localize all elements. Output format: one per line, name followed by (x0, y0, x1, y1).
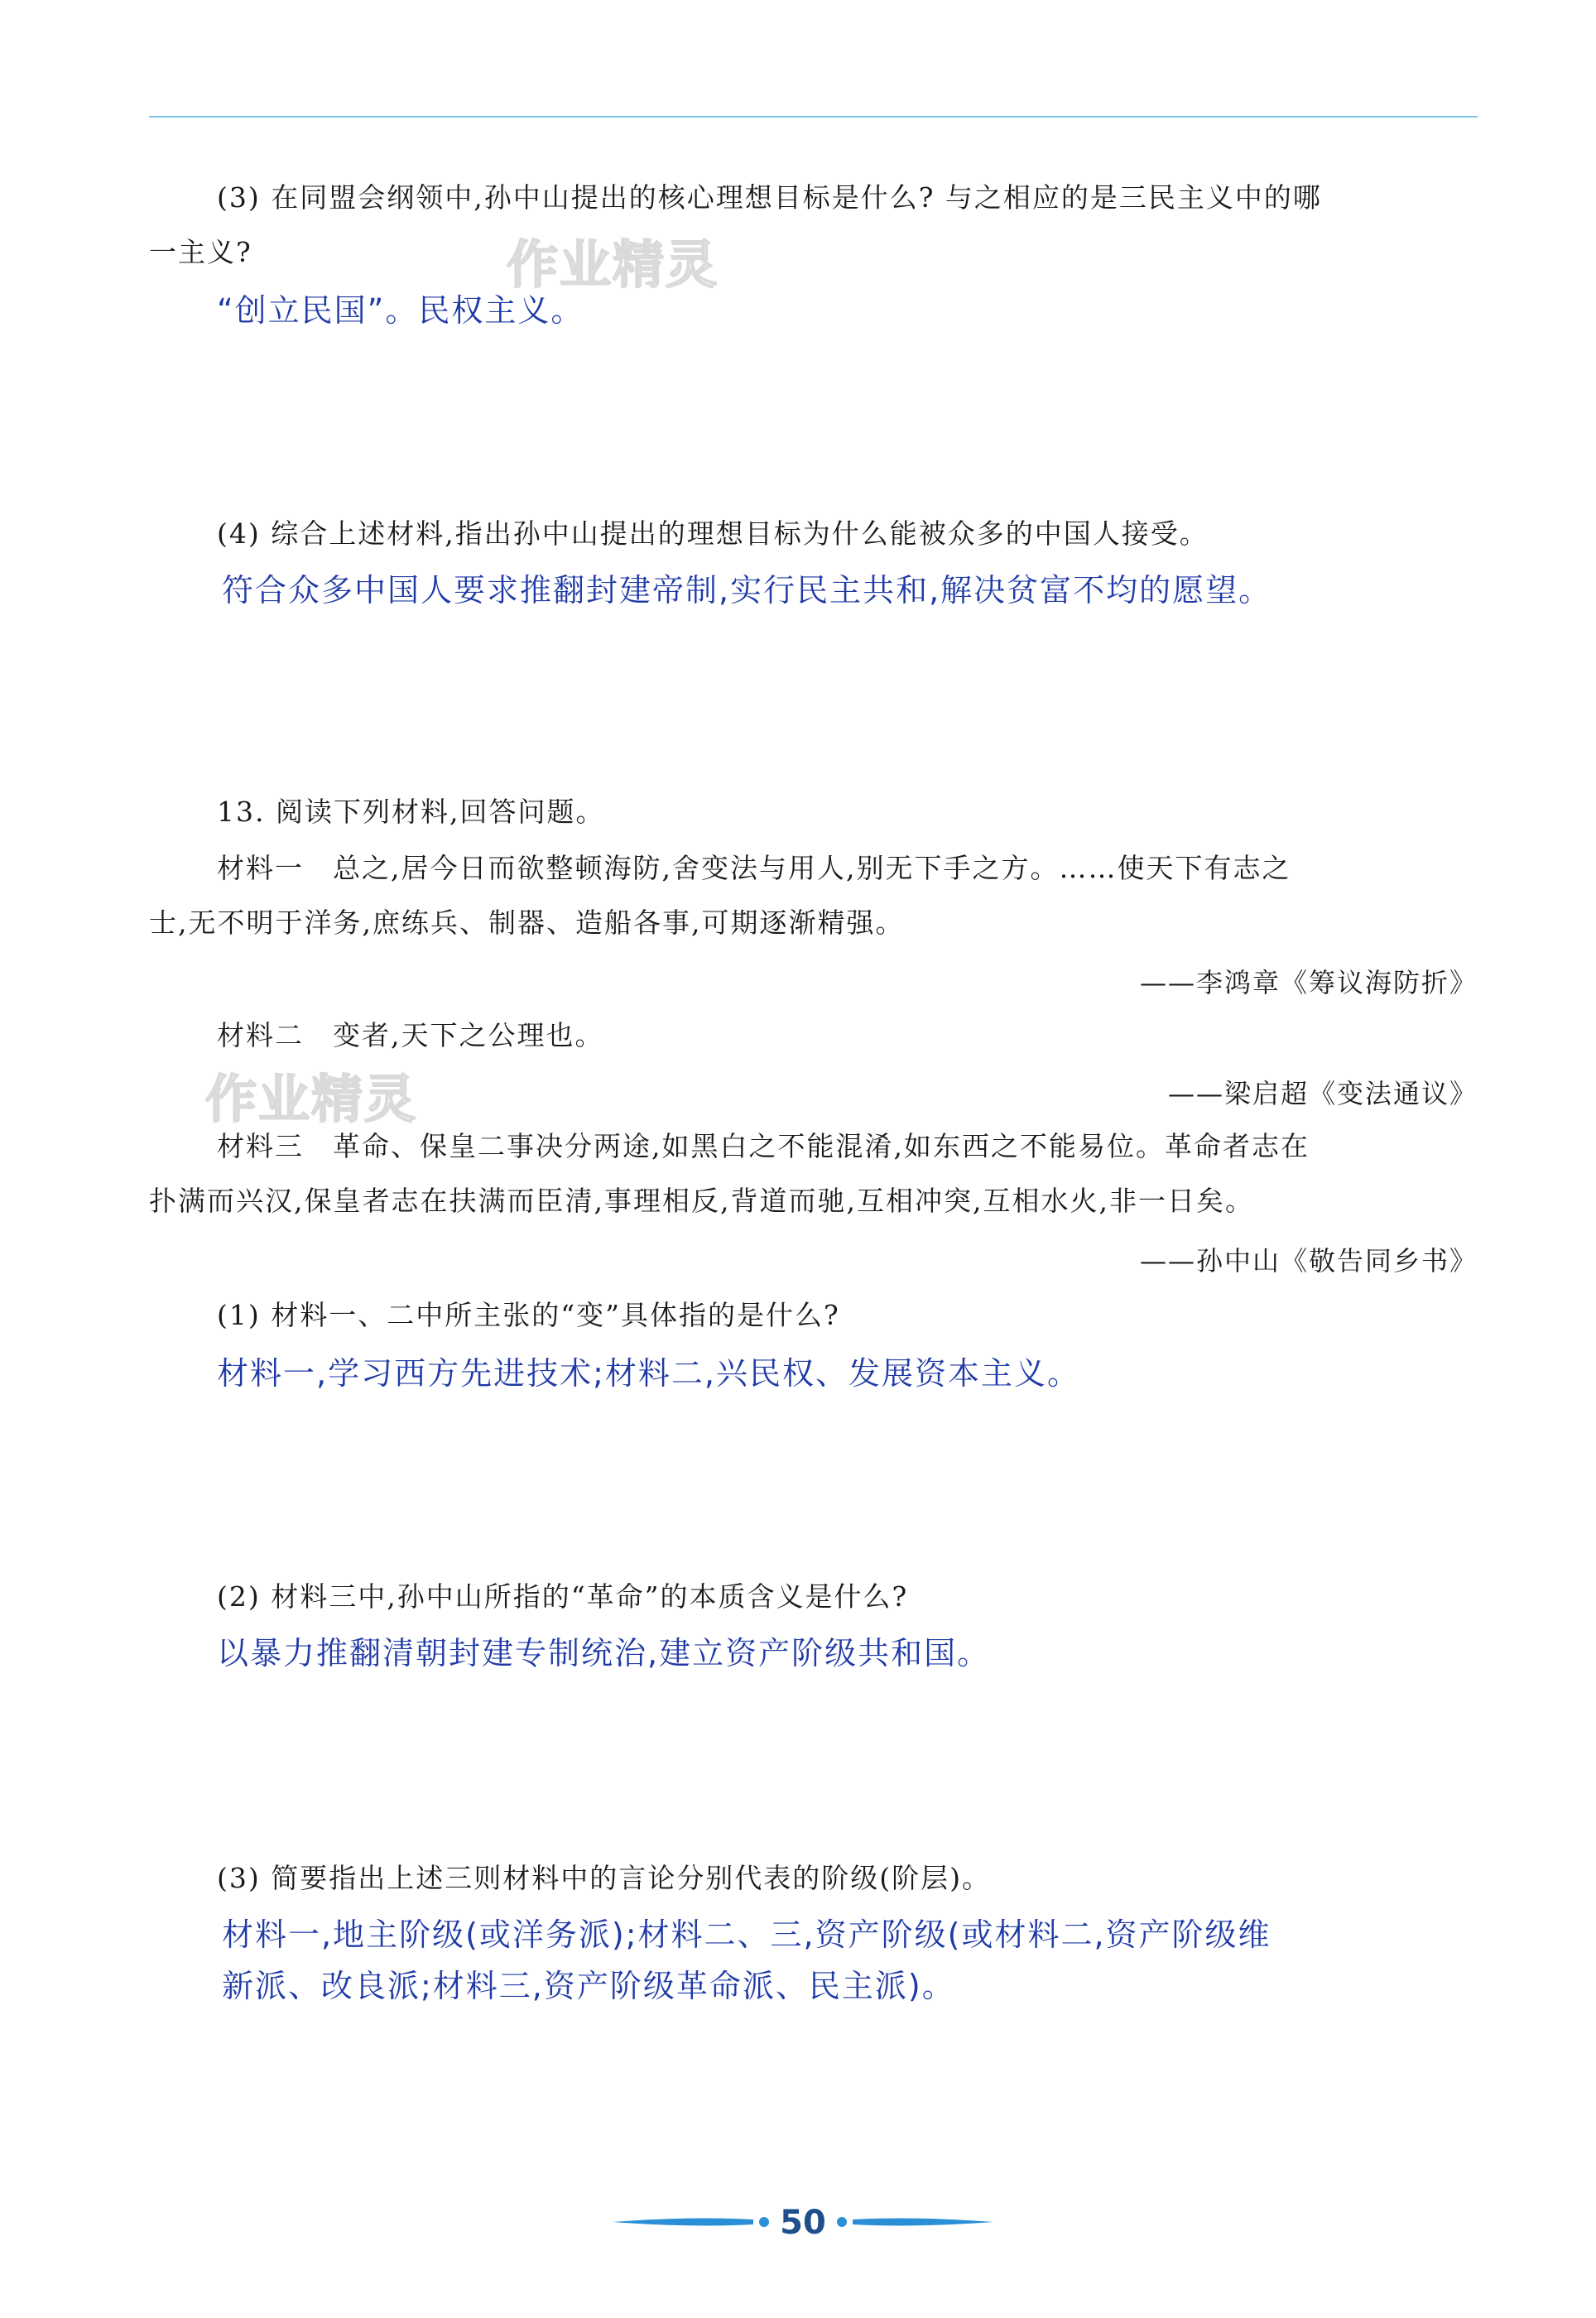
q12-p4-question: (4) 综合上述材料,指出孙中山提出的理想目标为什么能被众多的中国人接受。 (217, 517, 1209, 550)
q12-p3-question-line1: (3) 在同盟会纲领中,孙中山提出的核心理想目标是什么? 与之相应的是三民主义中的哪 (217, 181, 1322, 214)
q13-material2-line1: 材料二 变者,天下之公理也。 (217, 1019, 604, 1051)
q12-p4-answer: 符合众多中国人要求推翻封建帝制,实行民主共和,解决贫富不均的愿望。 (222, 572, 1272, 608)
q12-p3-question-line2: 一主义? (149, 236, 252, 268)
q13-material3-line2: 扑满而兴汉,保皇者志在扶满而臣清,事理相反,背道而驰,互相冲突,互相水火,非一日矣。 (149, 1185, 1254, 1217)
watermark-logo: 作业精灵 (205, 1069, 418, 1129)
q13-material2-source: ——梁启超《变法通议》 (1167, 1078, 1478, 1109)
q13-p2-answer: 以暴力推翻清朝封建专制统治,建立资产阶级共和国。 (217, 1635, 991, 1671)
q13-p1-question: (1) 材料一、二中所主张的“变”具体指的是什么? (217, 1299, 840, 1331)
q13-p3-answer-line2: 新派、改良派;材料三,资产阶级革命派、民主派)。 (222, 1968, 955, 2004)
page-ornament-right (836, 2210, 993, 2234)
page-footer (0, 2198, 1596, 2248)
q13-stem: 13. 阅读下列材料,回答问题。 (217, 796, 605, 828)
q13-p1-answer: 材料一,学习西方先进技术;材料二,兴民权、发展资本主义。 (217, 1355, 1080, 1392)
q13-material1-source: ——李鸿章《筹议海防折》 (1139, 967, 1478, 998)
q13-p3-answer-line1: 材料一,地主阶级(或洋务派);材料二、三,资产阶级(或材料二,资产阶级维 (222, 1916, 1272, 1953)
q13-material3-line1: 材料三 革命、保皇二事决分两途,如黑白之不能混淆,如东西之不能易位。革命者志在 (217, 1130, 1310, 1162)
q13-p2-question: (2) 材料三中,孙中山所指的“革命”的本质含义是什么? (217, 1580, 909, 1613)
q12-p3-answer: “创立民国”。民权主义。 (217, 292, 584, 329)
page-number: 50 (780, 2204, 826, 2242)
watermark-logo: 作业精灵 (507, 234, 719, 295)
header-rule (149, 116, 1478, 118)
q13-material1-line1: 材料一 总之,居今日而欲整顿海防,舍变法与用人,别无下手之方。……使天下有志之 (217, 852, 1291, 884)
q13-p3-question: (3) 简要指出上述三则材料中的言论分别代表的阶级(阶层)。 (217, 1862, 991, 1894)
q13-material1-line2: 士,无不明于洋务,庶练兵、制器、造船各事,可期逐渐精强。 (149, 907, 905, 939)
q13-material3-source: ——孙中山《敬告同乡书》 (1139, 1245, 1478, 1277)
page-ornament-left (613, 2210, 770, 2234)
